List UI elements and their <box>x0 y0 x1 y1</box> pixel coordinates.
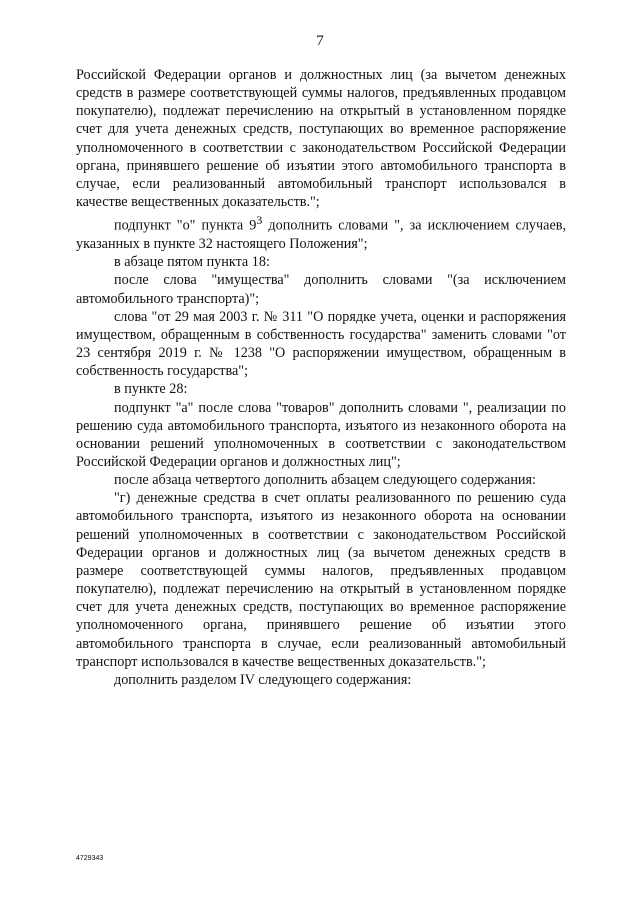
document-body <box>76 66 566 689</box>
paragraph-text: подпункт "о" пункта 9 <box>114 217 257 234</box>
paragraph-item-28: в пункте 28: <box>114 381 188 398</box>
paragraph-item-18: в абзаце пятом пункта 18: <box>114 254 270 271</box>
paragraph-replace-words: слова "от 29 мая 2003 г. № 311 "О порядке учета, оценки и распоряжения имуществом, обращенным в собственность государства" заменить словами "от 23 сентября 2019 г. № 1238 "О распоряжении имуществом, обращенным в собственность государства"; <box>76 308 566 380</box>
superscript: 3 <box>256 213 263 228</box>
document-id: 4729343 <box>76 855 104 862</box>
paragraph-add-abzac: после абзаца четвертого дополнить абзацем следующего содержания: <box>114 472 536 489</box>
page-number: 7 <box>316 33 324 49</box>
paragraph-after-word: после слова "имущества" дополнить словами "(за исключением автомобильного транспорта)"; <box>76 272 566 307</box>
paragraph-subitem-o <box>76 211 566 253</box>
paragraph-add-section: дополнить разделом IV следующего содержания: <box>114 671 412 688</box>
paragraph-subitem-a: подпункт "а" после слова "товаров" дополнить словами ", реализации по решению суда автомобильного транспорта, изъятого из незаконного оборота на основании решений уполномоченных в соответствии с законодательством Российской Федерации органов и должностных лиц"; <box>76 399 566 471</box>
paragraph-subitem-g: "г) денежные средства в счет оплаты реализованного по решению суда автомобильного транспорта, изъятого из незаконного оборота на основании решений уполномоченных в соответствии с законодательством Российской Федерации органов и должностных лиц (за вычетом денежных средств в размере соответствующей суммы налогов, предъявленных продавцом покупателю), подлежат перечислению на открытый в установленном порядке счет для учета денежных средств, поступающих во временное распоряжение уполномоченного органа, принявшего решение об изъятии этого автомобильного транспорта в случае, если реализованный автомобильный транспорт использовался в качестве вещественных доказательств."; <box>76 490 566 670</box>
paragraph-continuation: Российской Федерации органов и должностных лиц (за вычетом денежных средств в размере соответствующей суммы налогов, предъявленных продавцом покупателю), подлежат перечислению на открытый в установленном порядке счет для учета денежных средств, поступающих во временное распоряжение уполномоченного в соответствии с законодательством Российской Федерации органа, принявшего решение об изъятии этого автомобильного транспорта в случае, если реализованный автомобильный транспорт использовался в качестве вещественных доказательств."; <box>76 67 566 211</box>
paragraph-text: дополнить словами ", за исключением случаев, указанных в пункте 32 настоящего Положения"; <box>76 217 566 253</box>
